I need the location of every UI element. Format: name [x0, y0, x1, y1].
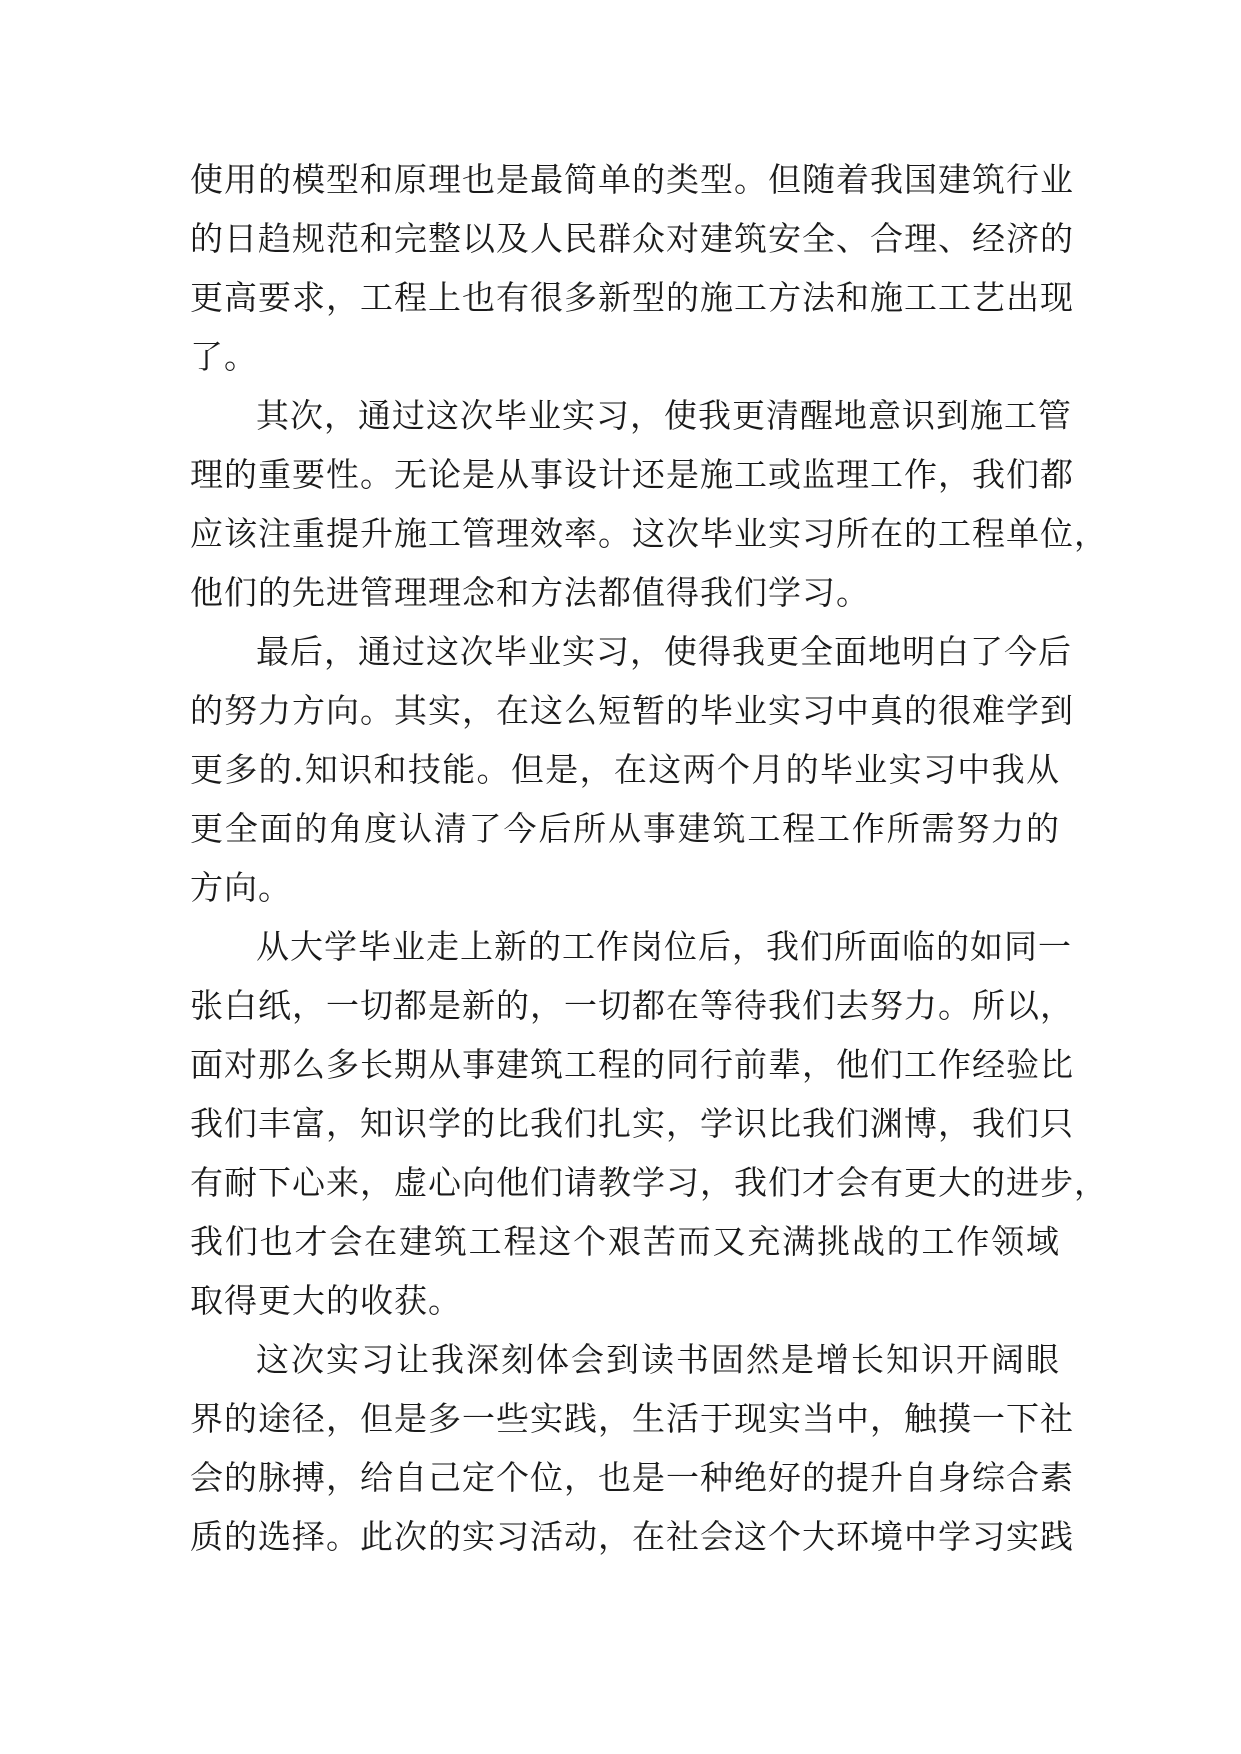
paragraph-first-line: 从大学毕业走上新的工作岗位后，我们所面临的如同一: [256, 927, 1072, 966]
text-line: 张白纸，一切都是新的，一切都在等待我们去努力。所以，: [190, 986, 1074, 1025]
text-line: 我们丰富，知识学的比我们扎实，学识比我们渊博，我们只: [190, 1104, 1074, 1143]
text-line: 更多的.知识和技能。但是，在这两个月的毕业实习中我从: [190, 750, 1060, 789]
text-line: 会的脉搏，给自己定个位，也是一种绝好的提升自身综合素: [190, 1458, 1074, 1497]
text-line: 他们的先进管理理念和方法都值得我们学习。: [190, 573, 870, 612]
text-line: 更高要求，工程上也有很多新型的施工方法和施工工艺出现: [190, 278, 1074, 317]
text-line: 了。: [190, 337, 258, 376]
document-body: [190, 150, 1108, 1566]
text-line: 取得更大的收获。: [190, 1281, 462, 1320]
text-line: 方向。: [190, 868, 292, 907]
text-line: 使用的模型和原理也是最简单的类型。但随着我国建筑行业: [190, 160, 1074, 199]
paragraph-first-line: 最后，通过这次毕业实习，使得我更全面地明白了今后: [256, 632, 1072, 671]
text-line: 质的选择。此次的实习活动，在社会这个大环境中学习实践: [190, 1517, 1074, 1556]
text-line: 有耐下心来，虚心向他们请教学习，我们才会有更大的进步，: [190, 1163, 1108, 1202]
paragraph-first-line: 其次，通过这次毕业实习，使我更清醒地意识到施工管: [256, 396, 1072, 435]
text-line: 的日趋规范和完整以及人民群众对建筑安全、合理、经济的: [190, 219, 1074, 258]
paragraph-first-line: 这次实习让我深刻体会到读书固然是增长知识开阔眼: [256, 1340, 1060, 1379]
text-line: 的努力方向。其实，在这么短暂的毕业实习中真的很难学到: [190, 691, 1074, 730]
text-line: 更全面的角度认清了今后所从事建筑工程工作所需努力的: [190, 809, 1060, 848]
text-line: 我们也才会在建筑工程这个艰苦而又充满挑战的工作领域: [190, 1222, 1060, 1261]
text-line: 界的途径，但是多一些实践，生活于现实当中，触摸一下社: [190, 1399, 1074, 1438]
text-line: 理的重要性。无论是从事设计还是施工或监理工作，我们都: [190, 455, 1074, 494]
text-line: 应该注重提升施工管理效率。这次毕业实习所在的工程单位，: [190, 514, 1108, 553]
text-line: 面对那么多长期从事建筑工程的同行前辈，他们工作经验比: [190, 1045, 1074, 1084]
